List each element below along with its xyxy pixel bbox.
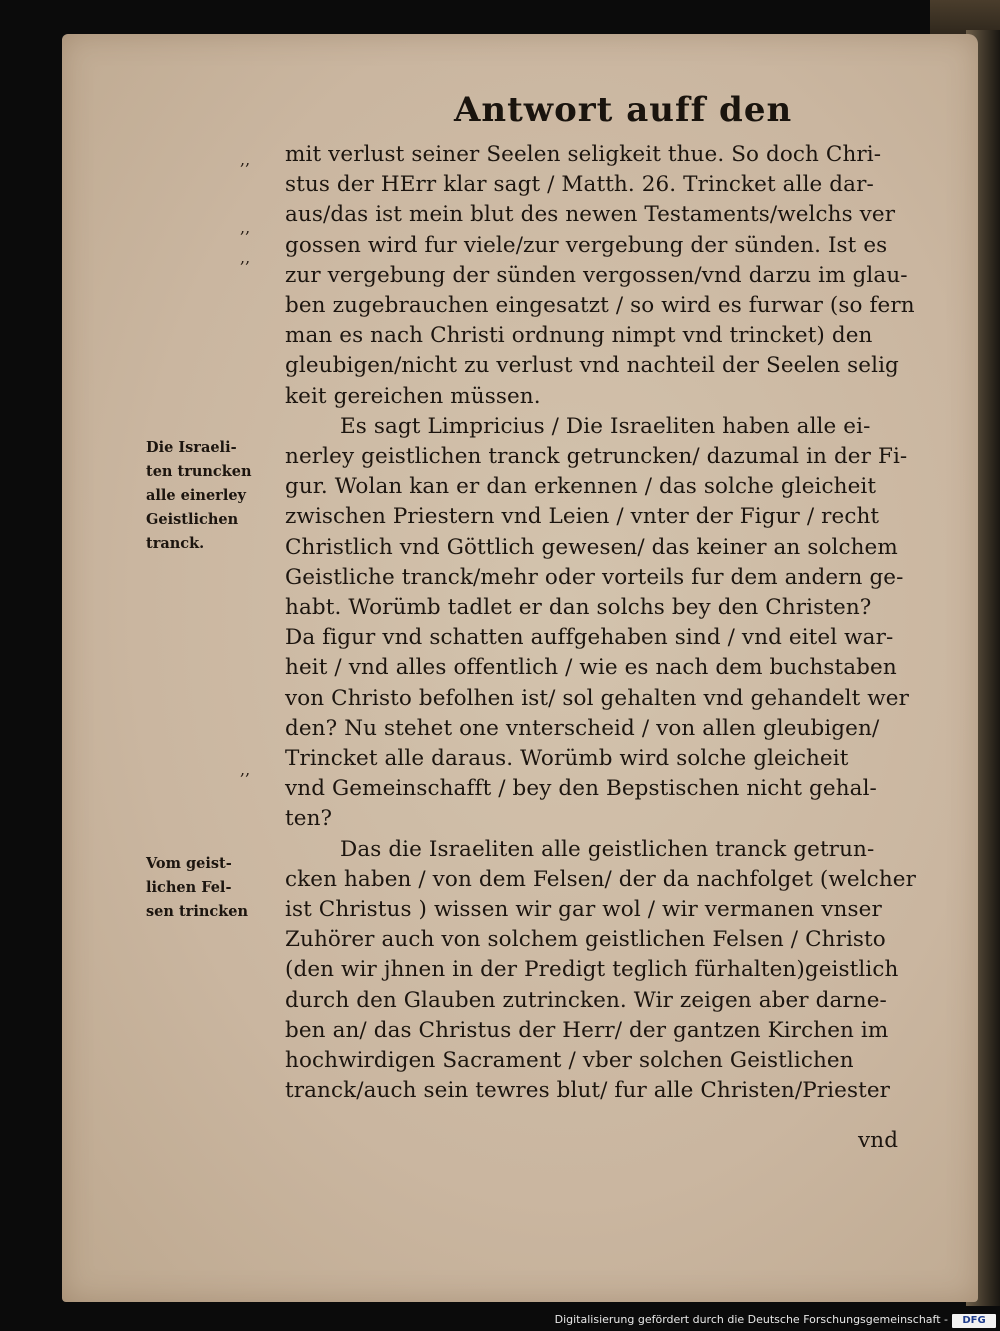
marginal-note-line: Vom geist-	[146, 855, 232, 872]
quote-mark: ,,	[240, 248, 251, 267]
text-line: hochwirdigen Sacrament / vber solchen Geistlichen	[285, 1048, 854, 1073]
text-line: zur vergebung der sünden vergossen/vnd darzu im glau-	[285, 262, 908, 288]
quote-mark: ,,	[240, 218, 251, 237]
catchword: vnd	[858, 1128, 899, 1153]
text-line: Zuhörer auch von solchem geistlichen Felsen / Christo	[285, 927, 886, 953]
text-line: Trincket alle daraus. Worümb wird solche gleicheit	[285, 746, 849, 771]
text-line: Es sagt Limpricius / Die Israeliten haben alle ei-	[340, 413, 871, 439]
marginal-note-1	[146, 436, 252, 556]
marginal-note-line: Geistlichen	[146, 511, 239, 528]
text-line: (den wir jhnen in der Predigt teglich fürhalten)geistlich	[285, 957, 899, 983]
text-line: keit gereichen müssen.	[285, 383, 541, 409]
text-line: den? Nu stehet one vnterscheid / von allen gleubigen/	[285, 715, 880, 741]
marginal-note-line: alle einerley	[146, 487, 246, 504]
text-line: gossen wird fur viele/zur vergebung der sünden. Ist es	[285, 232, 888, 258]
text-line: heit / vnd alles offentlich / wie es nach dem buchstaben	[285, 655, 897, 681]
quote-mark: ,,	[240, 150, 251, 169]
text-line: vnd Gemeinschafft / bey den Bepstischen nicht gehal-	[285, 776, 877, 802]
text-line: nerley geistlichen tranck getruncken/ dazumal in der Fi-	[285, 444, 908, 469]
text-line: man es nach Christi ordnung nimpt vnd trincket) den	[285, 323, 873, 349]
text-line: Da figur vnd schatten auffgehaben sind / vnd eitel war-	[285, 625, 894, 651]
text-line: durch den Glauben zutrincken. Wir zeigen aber darne-	[285, 987, 887, 1013]
text-line: gur. Wolan kan er dan erkennen / das solche gleicheit	[285, 474, 877, 500]
text-line: tranck/auch sein tewres blut/ fur alle Christen/Priester	[285, 1078, 891, 1104]
text-line: ben zugebrauchen eingesatzt / so wird es furwar (so fern	[285, 293, 915, 318]
text-line: gleubigen/nicht zu verlust vnd nachteil der Seelen selig	[285, 353, 899, 379]
text-line: Das die Israeliten alle geistlichen tranck getrun-	[340, 836, 875, 862]
marginal-note-line: tranck.	[146, 535, 205, 552]
marginal-note-2	[146, 852, 248, 924]
marginal-note-line: Die Israeli-	[146, 439, 237, 456]
text-line: ten?	[285, 806, 333, 832]
footer-credit: Digitalisierung gefördert durch die Deutsche Forschungsgemeinschaft -	[554, 1313, 948, 1326]
quote-mark: ,,	[240, 760, 251, 779]
text-line: Geistliche tranck/mehr oder vorteils fur dem andern ge-	[285, 564, 904, 590]
text-line: ist Christus ) wissen wir gar wol / wir vermanen vnser	[285, 897, 882, 922]
dfg-logo: DFG	[952, 1314, 996, 1328]
text-line: mit verlust seiner Seelen seligkeit thue. So doch Chri-	[285, 142, 882, 167]
text-line: Christlich vnd Göttlich gewesen/ das keiner an solchem	[285, 534, 898, 560]
text-line: von Christo befolhen ist/ sol gehalten vnd gehandelt wer	[285, 685, 910, 711]
marginal-note-line: sen trincken	[146, 903, 249, 920]
text-line: ben an/ das Christus der Herr/ der gantzen Kirchen im	[285, 1017, 889, 1043]
text-line: cken haben / von dem Felsen/ der da nachfolget (welcher	[285, 866, 916, 892]
text-line: aus/das ist mein blut des newen Testaments/welchs ver	[285, 202, 896, 228]
text-line: stus der HErr klar sagt / Matth. 26. Trincket alle dar-	[285, 172, 874, 198]
marginal-note-line: lichen Fel-	[146, 879, 232, 896]
marginal-note-line: ten truncken	[146, 463, 252, 480]
running-header: Antwort auff den	[454, 90, 793, 130]
text-line: zwischen Priestern vnd Leien / vnter der Figur / recht	[285, 504, 880, 530]
text-line: habt. Worümb tadlet er dan solchs bey den Christen?	[285, 595, 872, 620]
